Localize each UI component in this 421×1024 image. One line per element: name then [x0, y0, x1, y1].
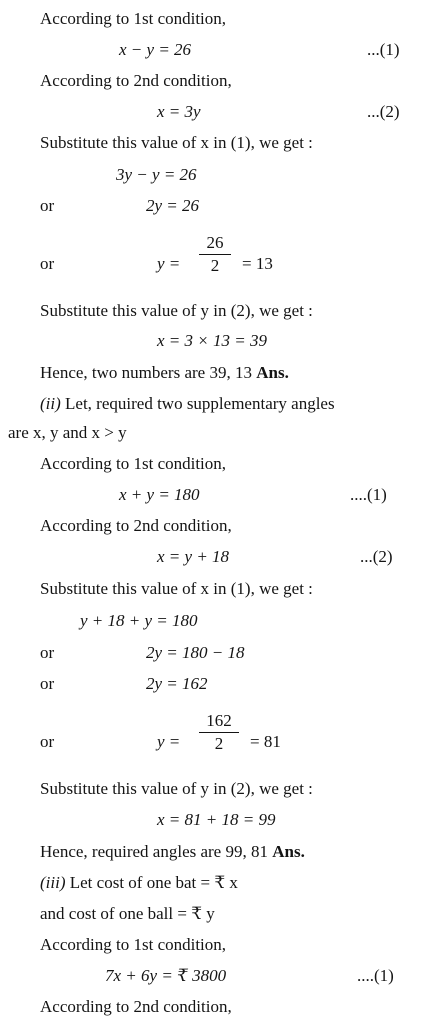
equation-number: ...(2) — [360, 547, 393, 566]
part-text: Let, required two supplementary angles — [60, 394, 335, 413]
equation: 2y = 180 − 18 — [146, 643, 245, 662]
part-label: (ii) — [40, 394, 61, 413]
text-line: According to 1st condition, — [40, 454, 227, 473]
equation-number: ....(1) — [357, 966, 394, 985]
part-text: Let cost of one bat = ₹ x — [65, 873, 238, 892]
equation: x = 3 × 13 = 39 — [157, 331, 267, 350]
equation: y + 18 + y = 180 — [80, 611, 198, 630]
answer-label: Ans. — [272, 842, 305, 861]
equation: x = y + 18 — [157, 547, 230, 566]
fraction-bar — [199, 254, 231, 255]
equation: y = — [157, 254, 181, 273]
text-line — [40, 843, 305, 860]
equation: x = 81 + 18 = 99 — [157, 810, 276, 829]
equation-number: ...(1) — [367, 40, 400, 59]
text-line — [40, 874, 238, 891]
text-line: According to 1st condition, — [40, 935, 227, 954]
equation-number: ...(2) — [367, 102, 400, 121]
label-or: or — [40, 674, 55, 693]
text-line: According to 1st condition, — [40, 9, 227, 28]
fraction-denominator: 2 — [214, 734, 224, 753]
label-or: or — [40, 732, 55, 751]
text-line: Substitute this value of y in (2), we get : — [40, 301, 313, 320]
fraction-numerator: 26 — [206, 233, 224, 252]
text-line — [40, 395, 335, 412]
equation: 3y − y = 26 — [116, 165, 197, 184]
equation: x + y = 180 — [119, 485, 200, 504]
fraction-denominator: 2 — [210, 256, 220, 275]
equation-result: = 13 — [242, 254, 273, 273]
text-line: Substitute this value of y in (2), we get : — [40, 779, 313, 798]
equation: y = — [157, 732, 181, 751]
text-line: According to 2nd condition, — [40, 997, 232, 1016]
equation-number: ....(1) — [350, 485, 387, 504]
label-or: or — [40, 254, 55, 273]
conclusion: Hence, required angles are 99, 81 — [40, 842, 273, 861]
equation: 7x + 6y = ₹ 3800 — [105, 966, 227, 985]
equation-result: = 81 — [250, 732, 281, 751]
text-line: and cost of one ball = ₹ y — [40, 904, 215, 923]
fraction — [199, 711, 239, 754]
text-line — [40, 364, 289, 381]
part-label: (iii) — [40, 873, 66, 892]
conclusion: Hence, two numbers are 39, 13 — [40, 363, 257, 382]
answer-label: Ans. — [256, 363, 289, 382]
equation: x − y = 26 — [119, 40, 192, 59]
text-line: Substitute this value of x in (1), we get : — [40, 579, 313, 598]
fraction — [199, 233, 231, 276]
equation: x = 3y — [157, 102, 201, 121]
equation: 2y = 162 — [146, 674, 208, 693]
label-or: or — [40, 643, 55, 662]
fraction-bar — [199, 732, 239, 733]
fraction-numerator: 162 — [206, 711, 232, 730]
text-line: According to 2nd condition, — [40, 71, 232, 90]
text-line: are x, y and x > y — [8, 423, 127, 442]
label-or: or — [40, 196, 55, 215]
equation: 2y = 26 — [146, 196, 200, 215]
text-line: According to 2nd condition, — [40, 516, 232, 535]
text-line: Substitute this value of x in (1), we get : — [40, 133, 313, 152]
